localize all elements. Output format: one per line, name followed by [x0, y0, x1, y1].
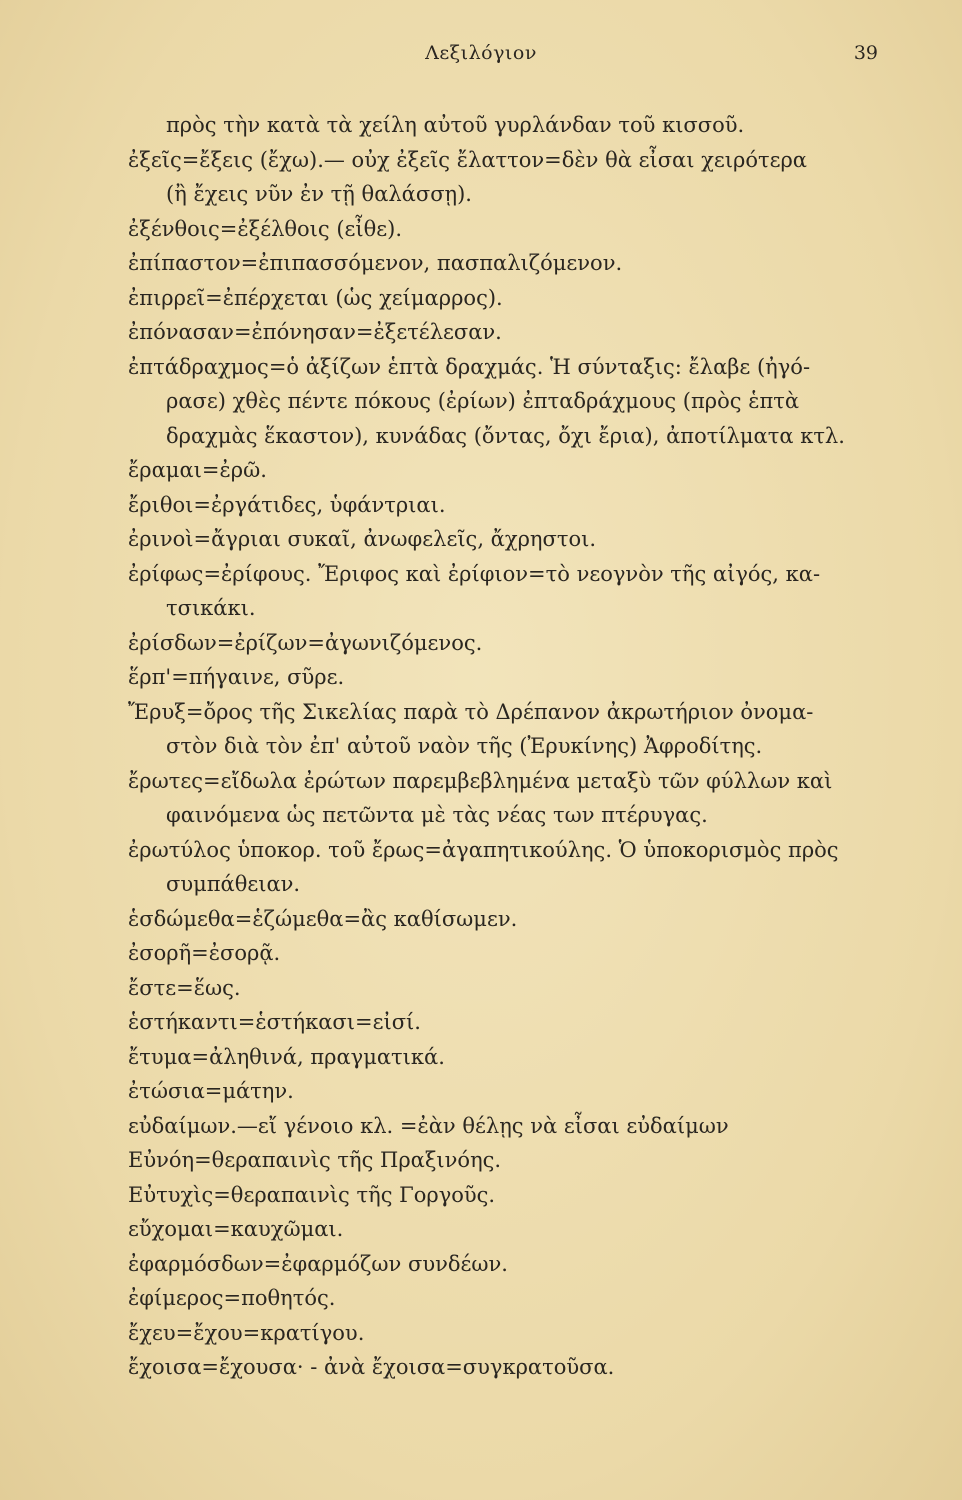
glossary-line: ἐπτάδραχμος=ὁ ἀξίζων ἑπτὰ δραχμάς. Ἡ σύνταξις: ἔλαβε (ἠγό-: [128, 354, 811, 379]
glossary-line: τσικάκι.: [166, 596, 256, 620]
glossary-line: ἐρίσδων=ἐρίζων=ἀγωνιζόμενος.: [128, 630, 483, 655]
glossary-line: ἔστε=ἕως.: [128, 975, 241, 1000]
glossary-line: στὸν διὰ τὸν ἐπ' αὐτοῦ ναὸν τῆς (Ἐρυκίνης) Ἀφροδίτης.: [166, 734, 763, 758]
glossary-line: δραχμὰς ἕκαστον), κυνάδας (ὄντας, ὄχι ἔρια), ἀποτίλματα κτλ.: [166, 423, 845, 448]
page-header: [0, 42, 962, 82]
glossary-line: εὔχομαι=καυχῶμαι.: [128, 1217, 344, 1241]
glossary-line: ἔχευ=ἔχου=κρατίγου.: [128, 1320, 365, 1345]
glossary-line: ἐρίφως=ἐρίφους. Ἔριφος καὶ ἐρίφιον=τὸ νεογνὸν τῆς αἰγός, κα-: [128, 561, 821, 586]
glossary-line: ἔχοισα=ἔχουσα· - ἀνὰ ἔχοισα=συγκρατοῦσα.: [128, 1355, 615, 1379]
glossary-line: ἑστήκαντι=ἑστήκασι=εἰσί.: [128, 1010, 421, 1034]
running-title: Λεξιλόγιον: [425, 42, 537, 64]
glossary-line: ἑσδώμεθα=ἑζώμεθα=ἂς καθίσωμεν.: [128, 906, 518, 931]
glossary-line: ἐρινοὶ=ἄγριαι συκαῖ, ἀνωφελεῖς, ἄχρηστοι.: [128, 527, 597, 551]
glossary-line: ἔρωτες=εἴδωλα ἐρώτων παρεμβεβλημένα μεταξὺ τῶν φύλλων καὶ: [128, 768, 833, 793]
glossary-line: ἔριθοι=ἐργάτιδες, ὑφάντριαι.: [128, 492, 446, 517]
glossary-line: Εὐνόη=θεραπαινὶς τῆς Πραξινόης.: [128, 1148, 502, 1172]
glossary-line: ἐσορῆ=ἐσορᾷ.: [128, 941, 281, 965]
glossary-line: ρασε) χθὲς πέντε πόκους (ἐρίων) ἐπταδράχμους (πρὸς ἑπτὰ: [166, 389, 800, 413]
glossary-line: ἐπιρρεῖ=ἐπέρχεται (ὡς χείμαρρος).: [128, 285, 503, 310]
glossary-line: πρὸς τὴν κατὰ τὰ χείλη αὐτοῦ γυρλάνδαν τοῦ κισσοῦ.: [166, 113, 745, 137]
page-number: 39: [853, 42, 878, 64]
glossary-line: ἔτυμα=ἀληθινά, πραγματικά.: [128, 1044, 445, 1069]
glossary-line: συμπάθειαν.: [166, 872, 301, 896]
glossary-line: ἐρωτύλος ὑποκορ. τοῦ ἔρως=ἀγαπητικούλης. Ὁ ὑποκορισμὸς πρὸς: [128, 837, 839, 862]
glossary-line: ἐτώσια=μάτην.: [128, 1079, 294, 1103]
glossary-line: ἕρπ'=πήγαινε, σῦρε.: [128, 665, 345, 689]
glossary-line: ἐφίμερος=ποθητός.: [128, 1286, 336, 1310]
glossary-line: ἐφαρμόσδων=ἐφαρμόζων συνδέων.: [128, 1251, 508, 1276]
glossary-line: Εὐτυχὶς=θεραπαινὶς τῆς Γοργοῦς.: [128, 1182, 496, 1207]
glossary-line: ἐπόνασαν=ἐπόνησαν=ἐξετέλεσαν.: [128, 320, 502, 344]
glossary-line: (ἢ ἔχεις νῦν ἐν τῇ θαλάσσῃ).: [166, 182, 472, 206]
glossary-entries: [128, 108, 898, 1385]
glossary-line: ἐξεῖς=ἔξεις (ἔχω).— οὐχ ἐξεῖς ἔλαττον=δὲν θὰ εἶσαι χειρότερα: [128, 147, 807, 172]
glossary-line: ἔραμαι=ἐρῶ.: [128, 458, 267, 482]
glossary-line: Ἔρυξ=ὄρος τῆς Σικελίας παρὰ τὸ Δρέπανον ἀκρωτήριον ὀνομα-: [128, 699, 814, 724]
glossary-line: φαινόμενα ὡς πετῶντα μὲ τὰς νέας των πτέρυγας.: [166, 803, 708, 827]
glossary-line: ἐξένθοις=ἐξέλθοις (εἶθε).: [128, 216, 403, 241]
glossary-line: ἐπίπαστον=ἐπιπασσόμενον, πασπαλιζόμενον.: [128, 251, 623, 275]
glossary-line: εὐδαίμων.—εἴ γένοιο κλ. =ἐὰν θέλῃς νὰ εἶσαι εὐδαίμων: [128, 1113, 729, 1138]
